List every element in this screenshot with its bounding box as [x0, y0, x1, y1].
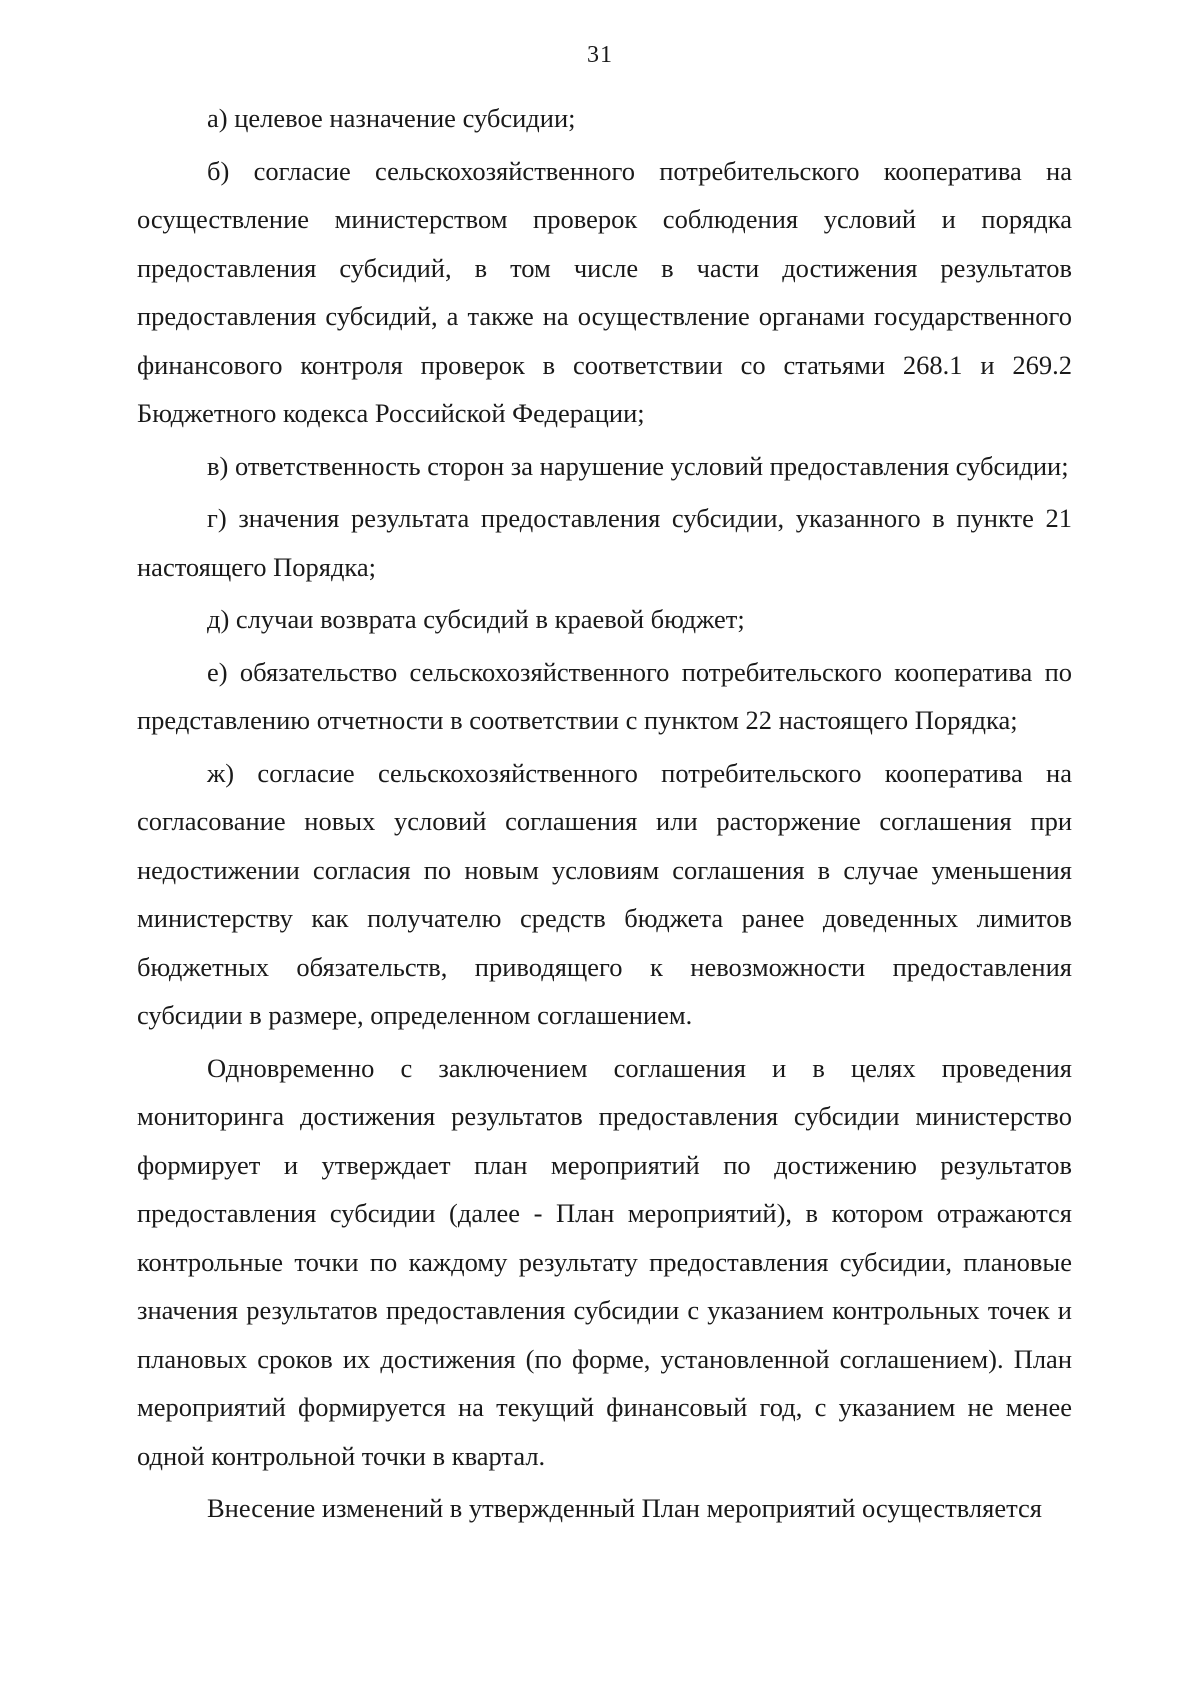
- paragraph-action-plan: Одновременно с заключением соглашения и в целях проведения мониторинга достижения результатов предоставления субсидии министерство формирует и утверждает план мероприятий по достижению результатов предоставления субсидии (далее - План мероприятий), в котором отражаются контрольные точки по каждому результату предоставления субсидии, плановые значения результатов предоставления субсидии с указанием контрольных точек и плановых сроков их достижения (по форме, установленной соглашением). План мероприятий формируется на текущий финансовый год, с указанием не менее одной контрольной точки в квартал.: [137, 1052, 1072, 1471]
- page-number: 31: [587, 42, 613, 68]
- paragraph-d-refund-cases: д) случаи возврата субсидий в краевой бюджет;: [207, 604, 745, 634]
- paragraph-e-reporting-obligation: е) обязательство сельскохозяйственного потребительского кооператива по представлению отчетности в соответствии с пунктом 22 настоящего Порядка;: [137, 656, 1072, 735]
- paragraph-g-result-values: г) значения результата предоставления субсидии, указанного в пункте 21 настоящего Порядка;: [137, 503, 1072, 582]
- paragraph-a-purpose: а) целевое назначение субсидии;: [207, 103, 576, 133]
- paragraph-v-responsibility: в) ответственность сторон за нарушение условий предоставления субсидии;: [207, 450, 1069, 481]
- paragraph-b-consent-inspections: б) согласие сельскохозяйственного потребительского кооператива на осуществление министерством проверок соблюдения условий и порядка предоставления субсидий, в том числе в части достижения результатов предоставления субсидий, а также на осуществление органами государственного финансового контроля проверок в соответствии со статьями 268.1 и 269.2 Бюджетного кодекса Российской Федерации;: [137, 155, 1072, 428]
- paragraph-zh-consent-new-terms: ж) согласие сельскохозяйственного потребительского кооператива на согласование новых условий соглашения или расторжение соглашения при недостижении согласия по новым условиям соглашения в случае уменьшения министерству как получателю средств бюджета ранее доведенных лимитов бюджетных обязательств, приводящего к невозможности предоставления субсидии в размере, определенном соглашением.: [137, 757, 1072, 1030]
- document-body: [137, 94, 1072, 1533]
- paragraph-plan-changes: Внесение изменений в утвержденный План мероприятий осуществляется: [207, 1493, 1042, 1523]
